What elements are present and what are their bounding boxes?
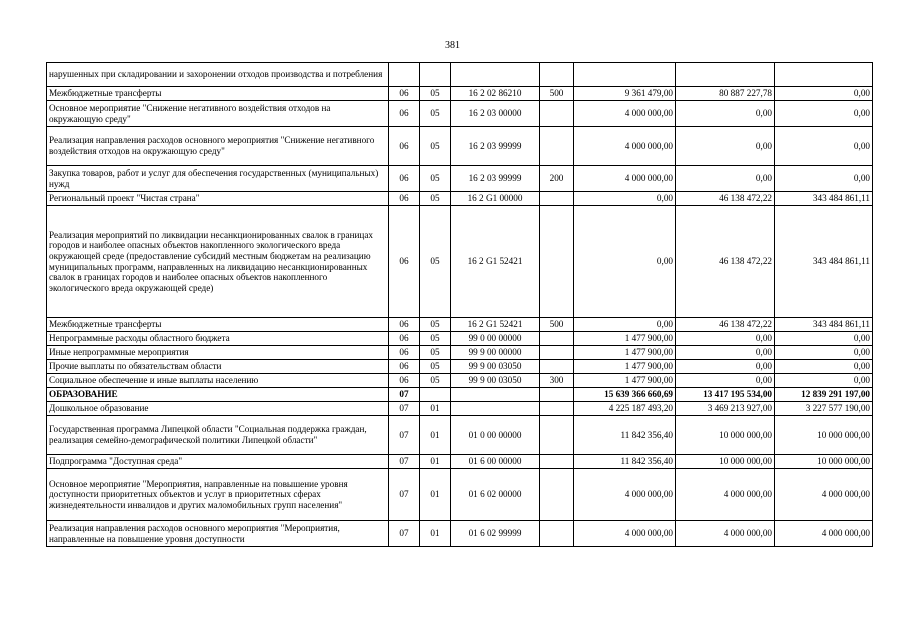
cell-section: 06: [389, 101, 420, 127]
cell-section: 06: [389, 87, 420, 101]
cell-subsection: 05: [420, 360, 451, 374]
cell-name: Дошкольное образование: [47, 402, 389, 416]
cell-name: Реализация мероприятий по ликвидации несанкционированных свалок в границах городов и наиболее опасных объектов накопленного экологического вреда окружающей среде (предоставление субсидий местным бюджетам на реализацию муниципальных программ, направленных на ликвидацию несанкционированных свалок в границах городов и наиболее опасных объектов накопленного экологического вреда окружающей среде): [47, 206, 389, 318]
cell-amount-year-2: 3 469 213 927,00: [676, 402, 775, 416]
table-row: [47, 402, 873, 416]
cell-expense-type: [540, 469, 574, 521]
cell-target-article: [451, 388, 540, 402]
cell-amount-year-1: 15 639 366 660,69: [574, 388, 676, 402]
cell-expense-type: [540, 521, 574, 547]
cell-amount-year-3: 0,00: [775, 87, 873, 101]
cell-amount-year-2: 46 138 472,22: [676, 192, 775, 206]
cell-amount-year-2: 4 000 000,00: [676, 469, 775, 521]
cell-section: 07: [389, 469, 420, 521]
cell-amount-year-2: 46 138 472,22: [676, 318, 775, 332]
cell-subsection: 05: [420, 318, 451, 332]
cell-section: 06: [389, 332, 420, 346]
cell-amount-year-1: 0,00: [574, 192, 676, 206]
cell-amount-year-1: 4 225 187 493,20: [574, 402, 676, 416]
cell-expense-type: [540, 455, 574, 469]
cell-section: 07: [389, 416, 420, 455]
cell-expense-type: [540, 360, 574, 374]
cell-section: 06: [389, 192, 420, 206]
table-row: [47, 166, 873, 192]
cell-amount-year-1: 4 000 000,00: [574, 101, 676, 127]
cell-expense-type: 200: [540, 166, 574, 192]
cell-amount-year-1: 4 000 000,00: [574, 469, 676, 521]
cell-target-article: 16 2 G1 52421: [451, 206, 540, 318]
cell-target-article: 16 2 G1 52421: [451, 318, 540, 332]
cell-target-article: 01 0 00 00000: [451, 416, 540, 455]
cell-target-article: [451, 402, 540, 416]
cell-name: ОБРАЗОВАНИЕ: [47, 388, 389, 402]
table-row: [47, 469, 873, 521]
cell-target-article: 16 2 03 99999: [451, 166, 540, 192]
cell-name: нарушенных при складировании и захоронении отходов производства и потребления: [47, 63, 389, 87]
cell-amount-year-2: 80 887 227,78: [676, 87, 775, 101]
cell-subsection: 05: [420, 346, 451, 360]
cell-amount-year-3: 3 227 577 190,00: [775, 402, 873, 416]
cell-amount-year-2: 0,00: [676, 166, 775, 192]
cell-amount-year-1: 4 000 000,00: [574, 166, 676, 192]
cell-name: Реализация направления расходов основного мероприятия "Мероприятия, направленные на повышение уровня доступности: [47, 521, 389, 547]
cell-target-article: 99 0 00 00000: [451, 332, 540, 346]
table-row: [47, 192, 873, 206]
cell-subsection: 01: [420, 521, 451, 547]
cell-section: 07: [389, 455, 420, 469]
cell-section: 06: [389, 346, 420, 360]
cell-amount-year-1: 1 477 900,00: [574, 346, 676, 360]
cell-subsection: 05: [420, 192, 451, 206]
cell-name: Основное мероприятие "Снижение негативного воздействия отходов на окружающую среду": [47, 101, 389, 127]
cell-name: Государственная программа Липецкой области "Социальная поддержка граждан, реализация семейно-демографической политики Липецкой области": [47, 416, 389, 455]
cell-section: 07: [389, 521, 420, 547]
cell-amount-year-1: 1 477 900,00: [574, 374, 676, 388]
cell-target-article: 01 6 02 99999: [451, 521, 540, 547]
cell-amount-year-3: 4 000 000,00: [775, 469, 873, 521]
table-row: [47, 521, 873, 547]
cell-amount-year-1: 1 477 900,00: [574, 360, 676, 374]
cell-section: 07: [389, 388, 420, 402]
cell-section: 07: [389, 402, 420, 416]
table-row: [47, 332, 873, 346]
budget-table: [46, 62, 873, 547]
cell-expense-type: 500: [540, 318, 574, 332]
cell-expense-type: [540, 388, 574, 402]
cell-expense-type: [540, 192, 574, 206]
cell-expense-type: [540, 402, 574, 416]
cell-amount-year-2: 0,00: [676, 360, 775, 374]
cell-subsection: 05: [420, 332, 451, 346]
cell-section: 06: [389, 318, 420, 332]
cell-name: Закупка товаров, работ и услуг для обеспечения государственных (муниципальных) нужд: [47, 166, 389, 192]
cell-amount-year-1: 4 000 000,00: [574, 521, 676, 547]
cell-expense-type: 500: [540, 87, 574, 101]
cell-amount-year-2: 13 417 195 534,00: [676, 388, 775, 402]
cell-expense-type: 300: [540, 374, 574, 388]
cell-section: 06: [389, 127, 420, 166]
page-number: 381: [445, 40, 460, 51]
cell-amount-year-2: 46 138 472,22: [676, 206, 775, 318]
cell-amount-year-1: 9 361 479,00: [574, 87, 676, 101]
cell-name: Межбюджетные трансферты: [47, 87, 389, 101]
cell-amount-year-2: 10 000 000,00: [676, 455, 775, 469]
cell-subsection: 01: [420, 416, 451, 455]
cell-name: Основное мероприятие "Мероприятия, направленные на повышение уровня доступности приоритетных объектов и услуг в приоритетных сферах жизнедеятельности инвалидов и других маломобильных групп населения": [47, 469, 389, 521]
cell-amount-year-2: 10 000 000,00: [676, 416, 775, 455]
table-row: [47, 101, 873, 127]
cell-target-article: 01 6 02 00000: [451, 469, 540, 521]
cell-name: Иные непрограммные мероприятия: [47, 346, 389, 360]
cell-section: [389, 63, 420, 87]
cell-subsection: 05: [420, 127, 451, 166]
table-row: [47, 360, 873, 374]
cell-amount-year-3: 10 000 000,00: [775, 416, 873, 455]
cell-name: Межбюджетные трансферты: [47, 318, 389, 332]
cell-expense-type: [540, 101, 574, 127]
cell-expense-type: [540, 63, 574, 87]
cell-amount-year-3: 343 484 861,11: [775, 318, 873, 332]
cell-amount-year-2: [676, 63, 775, 87]
cell-amount-year-2: 0,00: [676, 346, 775, 360]
cell-name: Социальное обеспечение и иные выплаты населению: [47, 374, 389, 388]
cell-name: Реализация направления расходов основного мероприятия "Снижение негативного воздействия отходов на окружающую среду": [47, 127, 389, 166]
cell-subsection: 05: [420, 101, 451, 127]
cell-amount-year-3: 0,00: [775, 101, 873, 127]
cell-amount-year-1: 11 842 356,40: [574, 455, 676, 469]
cell-target-article: 16 2 G1 00000: [451, 192, 540, 206]
cell-name: Региональный проект "Чистая страна": [47, 192, 389, 206]
cell-subsection: 01: [420, 469, 451, 521]
cell-amount-year-2: 0,00: [676, 127, 775, 166]
cell-expense-type: [540, 416, 574, 455]
table-row: [47, 388, 873, 402]
cell-amount-year-3: [775, 63, 873, 87]
cell-section: 06: [389, 166, 420, 192]
table-row: [47, 206, 873, 318]
cell-amount-year-1: 11 842 356,40: [574, 416, 676, 455]
cell-name: Подпрограмма "Доступная среда": [47, 455, 389, 469]
cell-subsection: 05: [420, 374, 451, 388]
cell-expense-type: [540, 332, 574, 346]
cell-amount-year-2: 0,00: [676, 332, 775, 346]
cell-target-article: [451, 63, 540, 87]
cell-target-article: 01 6 00 00000: [451, 455, 540, 469]
cell-amount-year-2: 4 000 000,00: [676, 521, 775, 547]
cell-amount-year-3: 0,00: [775, 166, 873, 192]
cell-target-article: 99 9 00 03050: [451, 374, 540, 388]
cell-amount-year-3: 0,00: [775, 346, 873, 360]
table-body: [47, 63, 873, 547]
table-row: [47, 374, 873, 388]
cell-amount-year-1: 0,00: [574, 318, 676, 332]
cell-subsection: 01: [420, 455, 451, 469]
cell-expense-type: [540, 346, 574, 360]
cell-subsection: 01: [420, 402, 451, 416]
cell-section: 06: [389, 360, 420, 374]
cell-expense-type: [540, 127, 574, 166]
cell-amount-year-2: 0,00: [676, 101, 775, 127]
cell-subsection: 05: [420, 87, 451, 101]
table-row: [47, 318, 873, 332]
cell-amount-year-3: 343 484 861,11: [775, 206, 873, 318]
cell-amount-year-3: 343 484 861,11: [775, 192, 873, 206]
cell-amount-year-1: [574, 63, 676, 87]
cell-amount-year-2: 0,00: [676, 374, 775, 388]
cell-amount-year-3: 0,00: [775, 374, 873, 388]
cell-section: 06: [389, 374, 420, 388]
cell-name: Прочие выплаты по обязательствам области: [47, 360, 389, 374]
cell-expense-type: [540, 206, 574, 318]
cell-amount-year-3: 12 839 291 197,00: [775, 388, 873, 402]
table-row: [47, 455, 873, 469]
cell-amount-year-3: 0,00: [775, 127, 873, 166]
cell-target-article: 99 9 00 03050: [451, 360, 540, 374]
cell-amount-year-3: 0,00: [775, 332, 873, 346]
cell-name: Непрограммные расходы областного бюджета: [47, 332, 389, 346]
cell-amount-year-3: 10 000 000,00: [775, 455, 873, 469]
cell-section: 06: [389, 206, 420, 318]
table-row: [47, 416, 873, 455]
cell-amount-year-1: 0,00: [574, 206, 676, 318]
cell-subsection: 05: [420, 166, 451, 192]
table-row: [47, 87, 873, 101]
cell-target-article: 16 2 02 86210: [451, 87, 540, 101]
table-row: [47, 346, 873, 360]
cell-subsection: 05: [420, 206, 451, 318]
cell-amount-year-3: 4 000 000,00: [775, 521, 873, 547]
cell-subsection: [420, 63, 451, 87]
table-row: [47, 63, 873, 87]
cell-amount-year-3: 0,00: [775, 360, 873, 374]
cell-target-article: 16 2 03 00000: [451, 101, 540, 127]
cell-target-article: 99 9 00 00000: [451, 346, 540, 360]
cell-amount-year-1: 1 477 900,00: [574, 332, 676, 346]
cell-target-article: 16 2 03 99999: [451, 127, 540, 166]
cell-amount-year-1: 4 000 000,00: [574, 127, 676, 166]
cell-subsection: [420, 388, 451, 402]
table-row: [47, 127, 873, 166]
